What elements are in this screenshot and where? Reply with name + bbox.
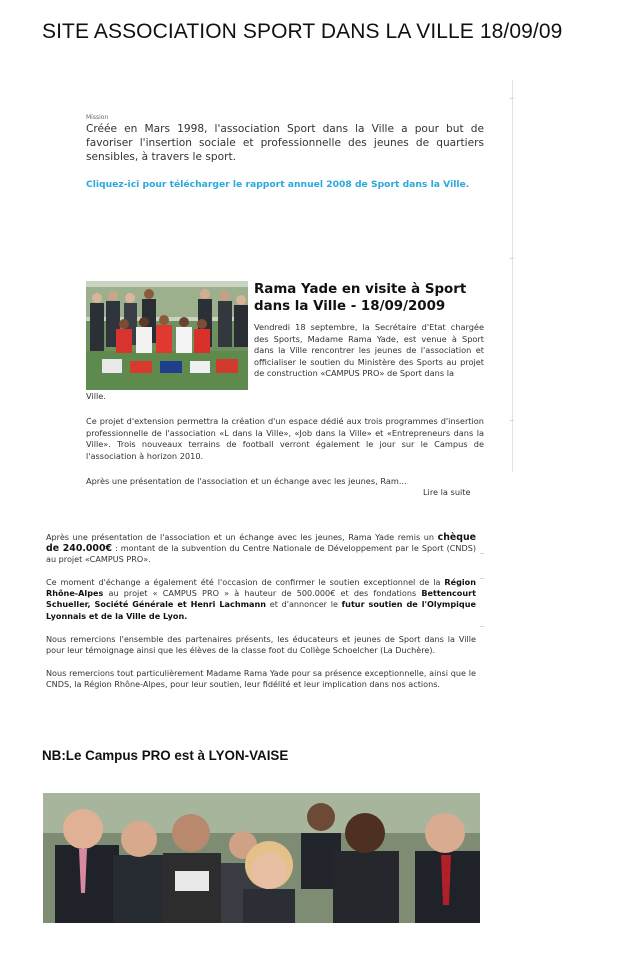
divider	[512, 80, 513, 472]
divider	[480, 553, 484, 554]
continuation-paragraph: Après une présentation de l'association et un échange avec les jeunes, Rama Yade remis un chèque de 240.000€ : montant de la subvention du Centre Nationale de Développement par le Sport (CNDS) au projet «CAMPUS PRO».	[46, 532, 476, 565]
nb-note: NB:Le Campus PRO est à LYON-VAISE	[42, 748, 289, 763]
officials-group-photo	[43, 793, 480, 923]
article-lead: Vendredi 18 septembre, la Secrétaire d'Etat chargée des Sports, Madame Rama Yade, est venue à Sport dans la Ville rencontrer les jeunes de l'association et officialiser le soutien du Ministère des Sports au projet de construction «CAMPUS PRO» de Sport dans la	[254, 322, 484, 379]
continuation-paragraph: Nous remercions l'ensemble des partenaires présents, les éducateurs et jeunes de Sport dans la Ville pour leur témoignage ainsi que les élèves de la classe foot du Collège Schoelcher (La Duchère).	[46, 634, 476, 656]
mission-text: Créée en Mars 1998, l'association Sport dans la Ville a pour but de favoriser l'insertion sociale et professionnelle des jeunes de quartiers sensibles, à travers le sport.	[86, 123, 484, 163]
read-more-link[interactable]: Lire la suite	[423, 487, 471, 497]
text-fade	[40, 696, 490, 708]
mission-label: Mission	[86, 114, 109, 121]
visit-group-photo	[86, 281, 248, 390]
divider	[480, 578, 484, 579]
download-report-link[interactable]: Cliquez-ici pour télécharger le rapport annuel 2008 de Sport dans la Ville.	[86, 179, 470, 190]
continuation-paragraph: Ce moment d'échange a également été l'occasion de confirmer le soutien exceptionnel de la Région Rhône-Alpes au projet « CAMPUS PRO » à hauteur de 500.000€ et des fondations Bettencourt Schueller, Société Générale et Henri Lachmann et d'annoncer le futur soutien de l'Olympique Lyonnais et de la Ville de Lyon.	[46, 577, 476, 621]
divider	[510, 98, 514, 99]
article-paragraph: Après une présentation de l'association et un échange avec les jeunes, Ram...	[86, 476, 407, 486]
article-title: Rama Yade en visite à Sport dans la Ville - 18/09/2009	[254, 282, 467, 314]
page-title: SITE ASSOCIATION SPORT DANS LA VILLE 18/09/09	[42, 20, 563, 43]
divider	[510, 258, 514, 259]
divider	[510, 420, 514, 421]
article-lead-tail: Ville.	[86, 391, 106, 401]
continuation-paragraph: Nous remercions tout particulièrement Madame Rama Yade pour sa présence exceptionnelle, ainsi que le CNDS, la Région Rhône-Alpes, pour leur soutien, leur fidélité et leur implication dans nos actions.	[46, 668, 476, 690]
divider	[480, 626, 484, 627]
article-paragraph: Ce projet d'extension permettra la création d'un espace dédié aux trois programmes d'insertion professionnelle de l'association «L dans la Ville», «Job dans la Ville» et «Entrepreneurs dans la Ville». Trois nouveaux terrains de football verront également le jour sur le Campus de l'association à horizon 2010.	[86, 416, 484, 461]
